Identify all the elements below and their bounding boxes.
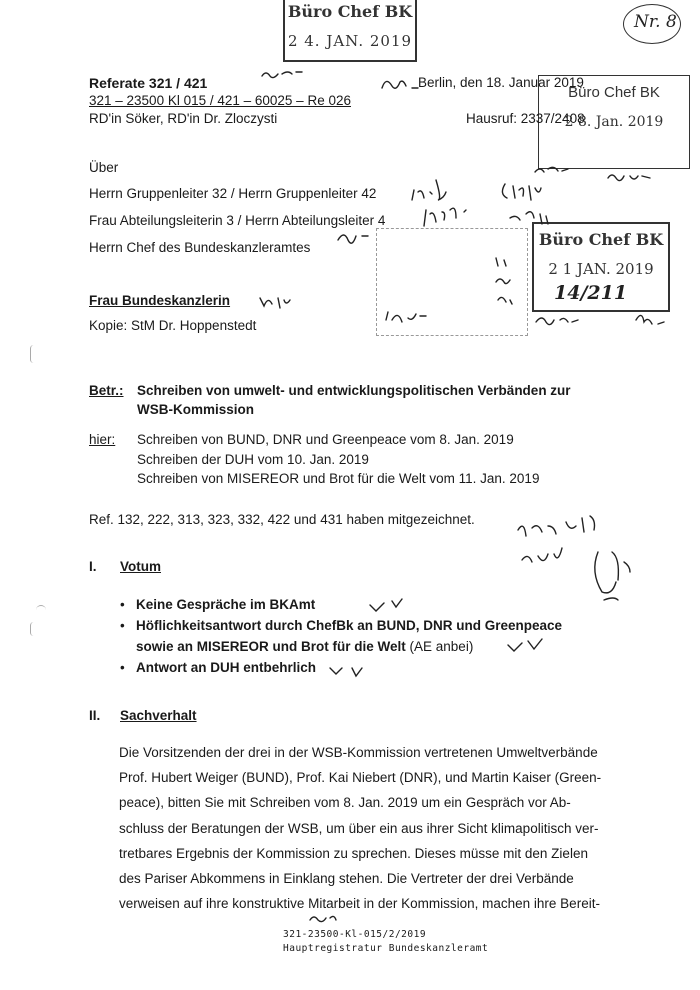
- bullet-text: sowie an MISEREOR und Brot für die Welt: [136, 639, 406, 654]
- copy-to: Kopie: StM Dr. Hoppenstedt: [89, 318, 257, 333]
- stamp-title: Büro Chef BK: [538, 230, 664, 249]
- routing-line: Frau Abteilungsleiterin 3 / Herrn Abteilungsleiter 4: [89, 213, 386, 228]
- hausruf: Hausruf: 2337/2408: [466, 111, 585, 126]
- subject-line: WSB-Kommission: [137, 402, 255, 417]
- stamp-date: 2 4. JAN. 2019: [287, 32, 413, 50]
- bullet-text: Antwort an DUH entbehrlich: [136, 660, 317, 675]
- body-line: des Pariser Abkommens in Einklang stehen. Die Vertreter der drei Verbände: [119, 871, 574, 887]
- body-line: peace), bitten Sie mit Schreiben vom 8. Jan. 2019 um ein Gespräch vor Ab-: [119, 795, 571, 811]
- ueber-label: Über: [89, 160, 119, 175]
- corner-number-text: Nr. 8: [634, 12, 677, 32]
- bullet-icon: •: [120, 660, 125, 675]
- section-title-sachverhalt: Sachverhalt: [120, 708, 197, 723]
- stamp-date: 2 1 JAN. 2019: [548, 260, 654, 278]
- body-line: tretbares Ergebnis der Kommission zu sprechen. Dieses müsse mit den Zielen: [119, 845, 588, 861]
- bullet-text: Keine Gespräche im BKAmt: [136, 597, 316, 612]
- registry-number: 321-23500-Kl-015/2/2019: [283, 929, 427, 940]
- subject-label: Betr.:: [89, 383, 124, 398]
- cosign-note: Ref. 132, 222, 313, 323, 332, 422 und 431 haben mitgezeichnet.: [89, 512, 475, 527]
- registry-office: Hauptregistratur Bundeskanzleramt: [283, 943, 489, 954]
- referat-label: Referate 321 / 421: [89, 75, 208, 91]
- body-line: Die Vorsitzenden der drei in der WSB-Kommission vertretenen Umweltverbände: [119, 745, 598, 760]
- routing-line: Herrn Gruppenleiter 32 / Herrn Gruppenleiter 42: [89, 186, 377, 201]
- recipient: Frau Bundeskanzlerin: [89, 293, 231, 308]
- hier-line: Schreiben der DUH vom 10. Jan. 2019: [137, 452, 369, 467]
- stamp-number-handwritten: 14/211: [554, 282, 628, 304]
- bearbeiter: RD'in Söker, RD'in Dr. Zloczysti: [89, 111, 278, 126]
- routing-line: Herrn Chef des Bundeskanzleramtes: [89, 240, 311, 255]
- aktenzeichen: 321 – 23500 Kl 015 / 421 – 60025 – Re 026: [89, 93, 351, 108]
- bullet-item: [120, 660, 316, 675]
- bullet-item: [120, 597, 315, 612]
- stamp-title: Büro Chef BK: [287, 2, 413, 21]
- bullet-item-continuation: [136, 639, 473, 654]
- subject-line: Schreiben von umwelt- und entwicklungspolitischen Verbänden zur: [137, 383, 571, 398]
- bullet-text: Höflichkeitsantwort durch ChefBk an BUND, DNR und Greenpeace: [136, 618, 563, 633]
- bullet-icon: •: [120, 618, 125, 633]
- hier-label: hier:: [89, 432, 116, 447]
- stamp-date: 2 8. Jan. 2019: [564, 114, 664, 130]
- section-title-votum: Votum: [120, 559, 161, 574]
- section-number: II.: [89, 708, 101, 723]
- bullet-icon: •: [120, 597, 125, 612]
- hier-line: Schreiben von BUND, DNR und Greenpeace vom 8. Jan. 2019: [137, 432, 514, 447]
- stamp-title: Büro Chef BK: [568, 84, 660, 101]
- bullet-item: [120, 618, 562, 633]
- body-line: schluss der Beratungen der WSB, um über ein aus ihrer Sicht klimapolitisch ver-: [119, 820, 599, 836]
- sachverhalt-body: [119, 740, 667, 916]
- place-date: Berlin, den 18. Januar 2019: [418, 75, 584, 90]
- body-line: Prof. Hubert Weiger (BUND), Prof. Kai Niebert (DNR), und Martin Kaiser (Green-: [119, 770, 602, 786]
- body-line: verweisen auf ihre konstruktive Mitarbeit in der Kommission, machen ihre Bereit-: [119, 896, 600, 912]
- hier-line: Schreiben von MISEREOR und Brot für die Welt vom 11. Jan. 2019: [137, 471, 540, 486]
- bullet-extra: (AE anbei): [405, 639, 474, 654]
- section-number: I.: [89, 559, 97, 574]
